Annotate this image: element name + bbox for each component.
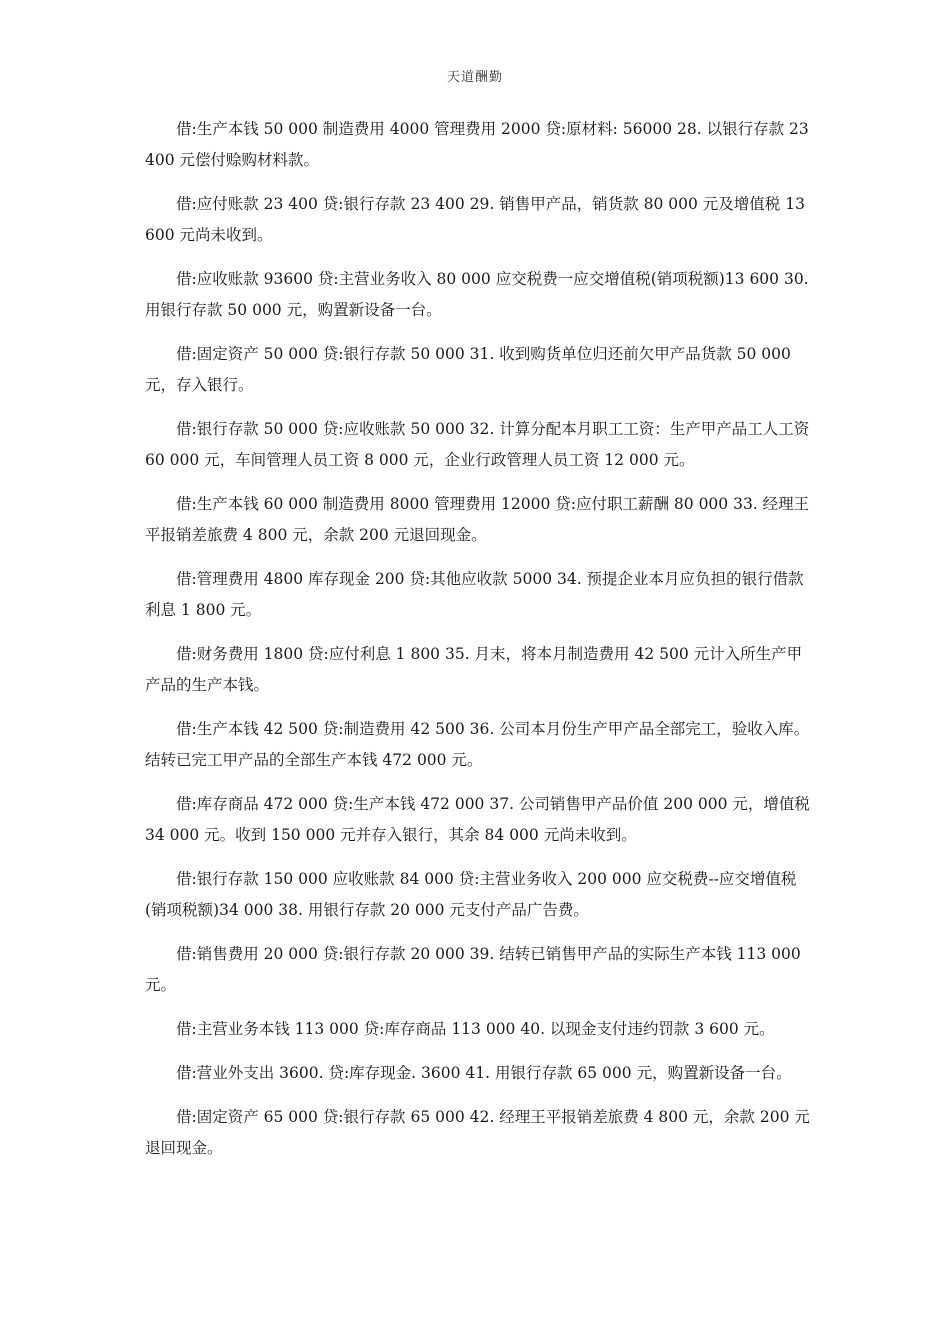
paragraph-40: 借:主营业务本钱 113 000 贷:库存商品 113 000 40. 以现金支付违约罚款 3 600 元。 — [176, 1020, 775, 1038]
paragraph-32: 借:银行存款 50 000 贷:应收账款 50 000 32. 计算分配本月职工工资：生产甲产品工人工资 60 000 元，车间管理人员工资 8 000 元，企业行政管理人员工资 12 000 元。 — [145, 420, 815, 469]
paragraph-37: 借:库存商品 472 000 贷:生产本钱 472 000 37. 公司销售甲产品价值 200 000 元，增值税 34 000 元。收到 150 000 元并存入银行，其余 84 000 元尚未收到。 — [145, 795, 815, 844]
paragraph-33: 借:生产本钱 60 000 制造费用 8000 管理费用 12000 贷:应付职工薪酬 80 000 33. 经理王平报销差旅费 4 800 元，余款 200 元退回现金。 — [145, 495, 810, 544]
paragraph-35: 借:财务费用 1800 贷:应付利息 1 800 35. 月末，将本月制造费用 42 500 元计入所生产甲产品的生产本钱。 — [145, 645, 803, 694]
paragraph-38: 借:银行存款 150 000 应收账款 84 000 贷:主营业务收入 200 000 应交税费--应交增值税(销项税额)34 000 38. 用银行存款 20 000 元支付产品广告费。 — [145, 870, 797, 919]
page-header: 天道酬勤 — [446, 70, 503, 85]
paragraph-28: 借:生产本钱 50 000 制造费用 4000 管理费用 2000 贷:原材料: 56000 28. 以银行存款 23 400 元偿付赊购材料款。 — [145, 120, 814, 169]
paragraph-30: 借:应收账款 93600 贷:主营业务收入 80 000 应交税费一应交增值税(销项税额)13 600 30. 用银行存款 50 000 元，购置新设备一台。 — [145, 270, 814, 319]
paragraph-39: 借:销售费用 20 000 贷:银行存款 20 000 39. 结转已销售甲产品的实际生产本钱 113 000 元。 — [145, 945, 806, 994]
paragraph-41: 借:营业外支出 3600. 贷:库存现金. 3600 41. 用银行存款 65 000 元，购置新设备一台。 — [176, 1064, 792, 1082]
document-body — [145, 114, 815, 1177]
paragraph-36: 借:生产本钱 42 500 贷:制造费用 42 500 36. 公司本月份生产甲产品全部完工，验收入库。结转已完工甲产品的全部生产本钱 472 000 元。 — [145, 720, 810, 769]
paragraph-31: 借:固定资产 50 000 贷:银行存款 50 000 31. 收到购货单位归还前欠甲产品货款 50 000 元，存入银行。 — [145, 345, 796, 394]
paragraph-29: 借:应付账款 23 400 贷:银行存款 23 400 29. 销售甲产品，销货款 80 000 元及增值税 13 600 元尚未收到。 — [145, 195, 810, 244]
paragraph-34: 借:管理费用 4800 库存现金 200 贷:其他应收款 5000 34. 预提企业本月应负担的银行借款利息 1 800 元。 — [145, 570, 804, 619]
paragraph-42: 借:固定资产 65 000 贷:银行存款 65 000 42. 经理王平报销差旅费 4 800 元，余款 200 元退回现金。 — [145, 1108, 810, 1157]
